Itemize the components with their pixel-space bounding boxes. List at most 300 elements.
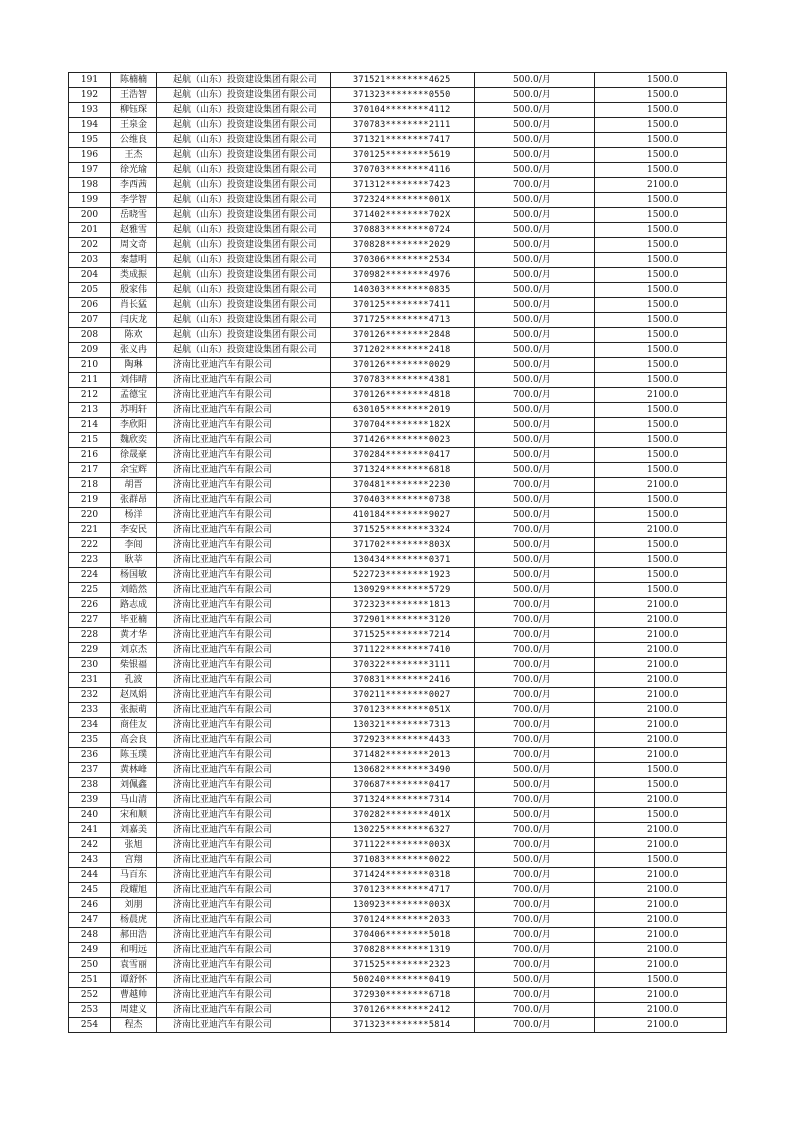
person-name: 谭舒怀	[111, 973, 157, 988]
total-amount: 2100.0	[595, 688, 727, 703]
table-row	[69, 703, 727, 718]
company-name: 起航（山东）投资建设集团有限公司	[157, 253, 331, 268]
company-name: 起航（山东）投资建设集团有限公司	[157, 148, 331, 163]
monthly-amount: 500.0/月	[475, 193, 595, 208]
table-row	[69, 328, 727, 343]
row-number: 248	[69, 928, 111, 943]
row-number: 204	[69, 268, 111, 283]
row-number: 192	[69, 88, 111, 103]
row-number: 206	[69, 298, 111, 313]
total-amount: 1500.0	[595, 148, 727, 163]
person-name: 马百东	[111, 868, 157, 883]
table-row	[69, 1018, 727, 1033]
total-amount: 1500.0	[595, 463, 727, 478]
table-row	[69, 298, 727, 313]
monthly-amount: 700.0/月	[475, 478, 595, 493]
row-number: 199	[69, 193, 111, 208]
person-name: 宋和顺	[111, 808, 157, 823]
masked-id-number: 371324********6818	[331, 463, 475, 478]
company-name: 济南比亚迪汽车有限公司	[157, 418, 331, 433]
monthly-amount: 500.0/月	[475, 88, 595, 103]
table-row	[69, 598, 727, 613]
masked-id-number: 522723********1923	[331, 568, 475, 583]
table-row	[69, 373, 727, 388]
company-name: 济南比亚迪汽车有限公司	[157, 613, 331, 628]
monthly-amount: 500.0/月	[475, 808, 595, 823]
masked-id-number: 410184********9027	[331, 508, 475, 523]
person-name: 赵雅雪	[111, 223, 157, 238]
total-amount: 1500.0	[595, 88, 727, 103]
company-name: 济南比亚迪汽车有限公司	[157, 763, 331, 778]
table-row	[69, 163, 727, 178]
row-number: 200	[69, 208, 111, 223]
table-row	[69, 763, 727, 778]
table-row	[69, 478, 727, 493]
company-name: 济南比亚迪汽车有限公司	[157, 568, 331, 583]
table-row	[69, 73, 727, 88]
table-row	[69, 688, 727, 703]
table-row	[69, 643, 727, 658]
total-amount: 2100.0	[595, 613, 727, 628]
total-amount: 2100.0	[595, 1003, 727, 1018]
monthly-amount: 700.0/月	[475, 988, 595, 1003]
company-name: 起航（山东）投资建设集团有限公司	[157, 163, 331, 178]
masked-id-number: 372323********1813	[331, 598, 475, 613]
row-number: 229	[69, 643, 111, 658]
total-amount: 1500.0	[595, 253, 727, 268]
masked-id-number: 370783********2111	[331, 118, 475, 133]
row-number: 243	[69, 853, 111, 868]
company-name: 济南比亚迪汽车有限公司	[157, 358, 331, 373]
person-name: 杨洋	[111, 508, 157, 523]
row-number: 239	[69, 793, 111, 808]
masked-id-number: 500240********0419	[331, 973, 475, 988]
masked-id-number: 130682********3490	[331, 763, 475, 778]
total-amount: 2100.0	[595, 928, 727, 943]
monthly-amount: 500.0/月	[475, 973, 595, 988]
monthly-amount: 700.0/月	[475, 943, 595, 958]
total-amount: 2100.0	[595, 883, 727, 898]
monthly-amount: 500.0/月	[475, 433, 595, 448]
person-name: 陈楠楠	[111, 73, 157, 88]
masked-id-number: 371323********5814	[331, 1018, 475, 1033]
table-row	[69, 448, 727, 463]
monthly-amount: 500.0/月	[475, 583, 595, 598]
table-row	[69, 913, 727, 928]
monthly-amount: 700.0/月	[475, 838, 595, 853]
row-number: 202	[69, 238, 111, 253]
row-number: 220	[69, 508, 111, 523]
table-row	[69, 508, 727, 523]
total-amount: 1500.0	[595, 73, 727, 88]
table-row	[69, 433, 727, 448]
company-name: 济南比亚迪汽车有限公司	[157, 448, 331, 463]
monthly-amount: 500.0/月	[475, 208, 595, 223]
row-number: 238	[69, 778, 111, 793]
masked-id-number: 371402********702X	[331, 208, 475, 223]
table-row	[69, 568, 727, 583]
person-name: 袁雪丽	[111, 958, 157, 973]
total-amount: 1500.0	[595, 163, 727, 178]
person-name: 杨国敏	[111, 568, 157, 583]
table-row	[69, 628, 727, 643]
company-name: 起航（山东）投资建设集团有限公司	[157, 193, 331, 208]
total-amount: 2100.0	[595, 868, 727, 883]
row-number: 213	[69, 403, 111, 418]
person-name: 王杰	[111, 148, 157, 163]
company-name: 济南比亚迪汽车有限公司	[157, 943, 331, 958]
table-row	[69, 943, 727, 958]
table-row	[69, 223, 727, 238]
company-name: 济南比亚迪汽车有限公司	[157, 1003, 331, 1018]
total-amount: 2100.0	[595, 478, 727, 493]
monthly-amount: 700.0/月	[475, 793, 595, 808]
person-name: 郝田浩	[111, 928, 157, 943]
masked-id-number: 370104********4112	[331, 103, 475, 118]
person-name: 刘朋	[111, 898, 157, 913]
monthly-amount: 500.0/月	[475, 538, 595, 553]
table-row	[69, 418, 727, 433]
row-number: 217	[69, 463, 111, 478]
monthly-amount: 500.0/月	[475, 763, 595, 778]
monthly-amount: 500.0/月	[475, 418, 595, 433]
monthly-amount: 700.0/月	[475, 733, 595, 748]
person-name: 公维良	[111, 133, 157, 148]
table-row	[69, 238, 727, 253]
total-amount: 1500.0	[595, 403, 727, 418]
company-name: 起航（山东）投资建设集团有限公司	[157, 343, 331, 358]
person-name: 曹越帅	[111, 988, 157, 1003]
table-row	[69, 178, 727, 193]
person-name: 苏明轩	[111, 403, 157, 418]
company-name: 起航（山东）投资建设集团有限公司	[157, 118, 331, 133]
company-name: 济南比亚迪汽车有限公司	[157, 883, 331, 898]
masked-id-number: 372930********6718	[331, 988, 475, 1003]
person-name: 周文奇	[111, 238, 157, 253]
table-row	[69, 733, 727, 748]
masked-id-number: 130929********5729	[331, 583, 475, 598]
row-number: 228	[69, 628, 111, 643]
row-number: 210	[69, 358, 111, 373]
total-amount: 1500.0	[595, 553, 727, 568]
monthly-amount: 500.0/月	[475, 253, 595, 268]
company-name: 起航（山东）投资建设集团有限公司	[157, 328, 331, 343]
table-row	[69, 118, 727, 133]
table-row	[69, 88, 727, 103]
person-name: 陈欢	[111, 328, 157, 343]
company-name: 济南比亚迪汽车有限公司	[157, 1018, 331, 1033]
person-name: 李欣阳	[111, 418, 157, 433]
monthly-amount: 700.0/月	[475, 178, 595, 193]
total-amount: 1500.0	[595, 223, 727, 238]
row-number: 253	[69, 1003, 111, 1018]
company-name: 济南比亚迪汽车有限公司	[157, 478, 331, 493]
total-amount: 2100.0	[595, 703, 727, 718]
person-name: 秦慧明	[111, 253, 157, 268]
table-row	[69, 613, 727, 628]
table-row	[69, 793, 727, 808]
total-amount: 1500.0	[595, 778, 727, 793]
table-row	[69, 313, 727, 328]
monthly-amount: 500.0/月	[475, 403, 595, 418]
masked-id-number: 371702********803X	[331, 538, 475, 553]
person-name: 赵凤娟	[111, 688, 157, 703]
monthly-amount: 700.0/月	[475, 913, 595, 928]
company-name: 济南比亚迪汽车有限公司	[157, 988, 331, 1003]
table-row	[69, 853, 727, 868]
total-amount: 1500.0	[595, 853, 727, 868]
monthly-amount: 500.0/月	[475, 463, 595, 478]
person-name: 商佳友	[111, 718, 157, 733]
person-name: 耿莘	[111, 553, 157, 568]
total-amount: 2100.0	[595, 913, 727, 928]
masked-id-number: 130321********7313	[331, 718, 475, 733]
masked-id-number: 370211********0027	[331, 688, 475, 703]
row-number: 225	[69, 583, 111, 598]
masked-id-number: 370783********4381	[331, 373, 475, 388]
row-number: 250	[69, 958, 111, 973]
total-amount: 1500.0	[595, 418, 727, 433]
total-amount: 1500.0	[595, 583, 727, 598]
monthly-amount: 500.0/月	[475, 163, 595, 178]
row-number: 224	[69, 568, 111, 583]
company-name: 济南比亚迪汽车有限公司	[157, 553, 331, 568]
monthly-amount: 700.0/月	[475, 643, 595, 658]
masked-id-number: 372923********4433	[331, 733, 475, 748]
monthly-amount: 700.0/月	[475, 883, 595, 898]
row-number: 241	[69, 823, 111, 838]
masked-id-number: 370126********4818	[331, 388, 475, 403]
person-name: 毕亚楠	[111, 613, 157, 628]
total-amount: 1500.0	[595, 568, 727, 583]
person-name: 刘嘉美	[111, 823, 157, 838]
masked-id-number: 370126********2412	[331, 1003, 475, 1018]
company-name: 济南比亚迪汽车有限公司	[157, 598, 331, 613]
masked-id-number: 370284********0417	[331, 448, 475, 463]
total-amount: 2100.0	[595, 673, 727, 688]
masked-id-number: 630105********2019	[331, 403, 475, 418]
monthly-amount: 700.0/月	[475, 688, 595, 703]
table-row	[69, 523, 727, 538]
table-row	[69, 868, 727, 883]
row-number: 244	[69, 868, 111, 883]
person-name: 杨晨虎	[111, 913, 157, 928]
person-name: 黄林峰	[111, 763, 157, 778]
row-number: 191	[69, 73, 111, 88]
monthly-amount: 500.0/月	[475, 133, 595, 148]
masked-id-number: 370123********4717	[331, 883, 475, 898]
total-amount: 2100.0	[595, 943, 727, 958]
monthly-amount: 700.0/月	[475, 823, 595, 838]
masked-id-number: 370481********2230	[331, 478, 475, 493]
total-amount: 1500.0	[595, 103, 727, 118]
person-name: 殷家伟	[111, 283, 157, 298]
company-name: 济南比亚迪汽车有限公司	[157, 373, 331, 388]
person-name: 肖长猛	[111, 298, 157, 313]
monthly-amount: 700.0/月	[475, 703, 595, 718]
table-row	[69, 148, 727, 163]
company-name: 济南比亚迪汽车有限公司	[157, 658, 331, 673]
company-name: 济南比亚迪汽车有限公司	[157, 673, 331, 688]
person-name: 刘京杰	[111, 643, 157, 658]
masked-id-number: 370828********1319	[331, 943, 475, 958]
table-row	[69, 973, 727, 988]
row-number: 245	[69, 883, 111, 898]
monthly-amount: 500.0/月	[475, 103, 595, 118]
total-amount: 1500.0	[595, 133, 727, 148]
monthly-amount: 700.0/月	[475, 1003, 595, 1018]
table-row	[69, 988, 727, 1003]
company-name: 济南比亚迪汽车有限公司	[157, 463, 331, 478]
company-name: 起航（山东）投资建设集团有限公司	[157, 73, 331, 88]
row-number: 232	[69, 688, 111, 703]
total-amount: 1500.0	[595, 118, 727, 133]
company-name: 济南比亚迪汽车有限公司	[157, 793, 331, 808]
masked-id-number: 370125********5619	[331, 148, 475, 163]
monthly-amount: 700.0/月	[475, 628, 595, 643]
monthly-amount: 500.0/月	[475, 508, 595, 523]
person-name: 刘佩鑫	[111, 778, 157, 793]
person-name: 张群昂	[111, 493, 157, 508]
table-row	[69, 388, 727, 403]
person-name: 黄才华	[111, 628, 157, 643]
table-row	[69, 658, 727, 673]
table-row	[69, 208, 727, 223]
company-name: 起航（山东）投资建设集团有限公司	[157, 208, 331, 223]
masked-id-number: 370828********2029	[331, 238, 475, 253]
total-amount: 2100.0	[595, 658, 727, 673]
company-name: 济南比亚迪汽车有限公司	[157, 493, 331, 508]
company-name: 起航（山东）投资建设集团有限公司	[157, 268, 331, 283]
masked-id-number: 370306********2534	[331, 253, 475, 268]
row-number: 208	[69, 328, 111, 343]
row-number: 227	[69, 613, 111, 628]
row-number: 198	[69, 178, 111, 193]
company-name: 济南比亚迪汽车有限公司	[157, 523, 331, 538]
masked-id-number: 130434********0371	[331, 553, 475, 568]
row-number: 196	[69, 148, 111, 163]
company-name: 济南比亚迪汽车有限公司	[157, 643, 331, 658]
row-number: 209	[69, 343, 111, 358]
masked-id-number: 370406********5018	[331, 928, 475, 943]
table-row	[69, 193, 727, 208]
masked-id-number: 370704********182X	[331, 418, 475, 433]
company-name: 济南比亚迪汽车有限公司	[157, 898, 331, 913]
person-name: 刘伟晴	[111, 373, 157, 388]
company-name: 济南比亚迪汽车有限公司	[157, 433, 331, 448]
table-row	[69, 253, 727, 268]
monthly-amount: 500.0/月	[475, 358, 595, 373]
person-name: 刘皓然	[111, 583, 157, 598]
total-amount: 1500.0	[595, 508, 727, 523]
row-number: 193	[69, 103, 111, 118]
masked-id-number: 140303********0835	[331, 283, 475, 298]
row-number: 201	[69, 223, 111, 238]
row-number: 240	[69, 808, 111, 823]
masked-id-number: 370125********7411	[331, 298, 475, 313]
masked-id-number: 370687********0417	[331, 778, 475, 793]
company-name: 济南比亚迪汽车有限公司	[157, 508, 331, 523]
row-number: 249	[69, 943, 111, 958]
total-amount: 1500.0	[595, 808, 727, 823]
table-row	[69, 583, 727, 598]
total-amount: 1500.0	[595, 283, 727, 298]
row-number: 234	[69, 718, 111, 733]
person-name: 张义冉	[111, 343, 157, 358]
monthly-amount: 500.0/月	[475, 223, 595, 238]
person-name: 胡晋	[111, 478, 157, 493]
masked-id-number: 372324********001X	[331, 193, 475, 208]
person-name: 徐光瑜	[111, 163, 157, 178]
total-amount: 2100.0	[595, 748, 727, 763]
company-name: 济南比亚迪汽车有限公司	[157, 928, 331, 943]
monthly-amount: 700.0/月	[475, 613, 595, 628]
total-amount: 2100.0	[595, 958, 727, 973]
masked-id-number: 371426********0023	[331, 433, 475, 448]
person-name: 和明远	[111, 943, 157, 958]
row-number: 230	[69, 658, 111, 673]
row-number: 218	[69, 478, 111, 493]
total-amount: 1500.0	[595, 313, 727, 328]
monthly-amount: 500.0/月	[475, 553, 595, 568]
monthly-amount: 700.0/月	[475, 388, 595, 403]
masked-id-number: 371122********7410	[331, 643, 475, 658]
total-amount: 1500.0	[595, 373, 727, 388]
total-amount: 2100.0	[595, 898, 727, 913]
table-row	[69, 958, 727, 973]
person-name: 周建义	[111, 1003, 157, 1018]
table-row	[69, 403, 727, 418]
row-number: 205	[69, 283, 111, 298]
masked-id-number: 371525********7214	[331, 628, 475, 643]
table-row	[69, 673, 727, 688]
monthly-amount: 500.0/月	[475, 493, 595, 508]
total-amount: 2100.0	[595, 598, 727, 613]
row-number: 211	[69, 373, 111, 388]
person-name: 李闾	[111, 538, 157, 553]
person-name: 余宝辉	[111, 463, 157, 478]
total-amount: 1500.0	[595, 298, 727, 313]
row-number: 223	[69, 553, 111, 568]
person-name: 李学智	[111, 193, 157, 208]
row-number: 219	[69, 493, 111, 508]
company-name: 济南比亚迪汽车有限公司	[157, 688, 331, 703]
total-amount: 1500.0	[595, 973, 727, 988]
row-number: 214	[69, 418, 111, 433]
masked-id-number: 371525********2323	[331, 958, 475, 973]
monthly-amount: 500.0/月	[475, 298, 595, 313]
subsidy-list-sheet	[68, 72, 726, 1033]
person-name: 孟德宝	[111, 388, 157, 403]
monthly-amount: 500.0/月	[475, 268, 595, 283]
total-amount: 2100.0	[595, 988, 727, 1003]
monthly-amount: 700.0/月	[475, 1018, 595, 1033]
company-name: 济南比亚迪汽车有限公司	[157, 973, 331, 988]
row-number: 237	[69, 763, 111, 778]
row-number: 247	[69, 913, 111, 928]
row-number: 254	[69, 1018, 111, 1033]
company-name: 济南比亚迪汽车有限公司	[157, 808, 331, 823]
person-name: 张旭	[111, 838, 157, 853]
table-row	[69, 358, 727, 373]
table-row	[69, 493, 727, 508]
row-number: 222	[69, 538, 111, 553]
table-row	[69, 1003, 727, 1018]
masked-id-number: 371521********4625	[331, 73, 475, 88]
masked-id-number: 371312********7423	[331, 178, 475, 193]
row-number: 235	[69, 733, 111, 748]
masked-id-number: 371122********003X	[331, 838, 475, 853]
